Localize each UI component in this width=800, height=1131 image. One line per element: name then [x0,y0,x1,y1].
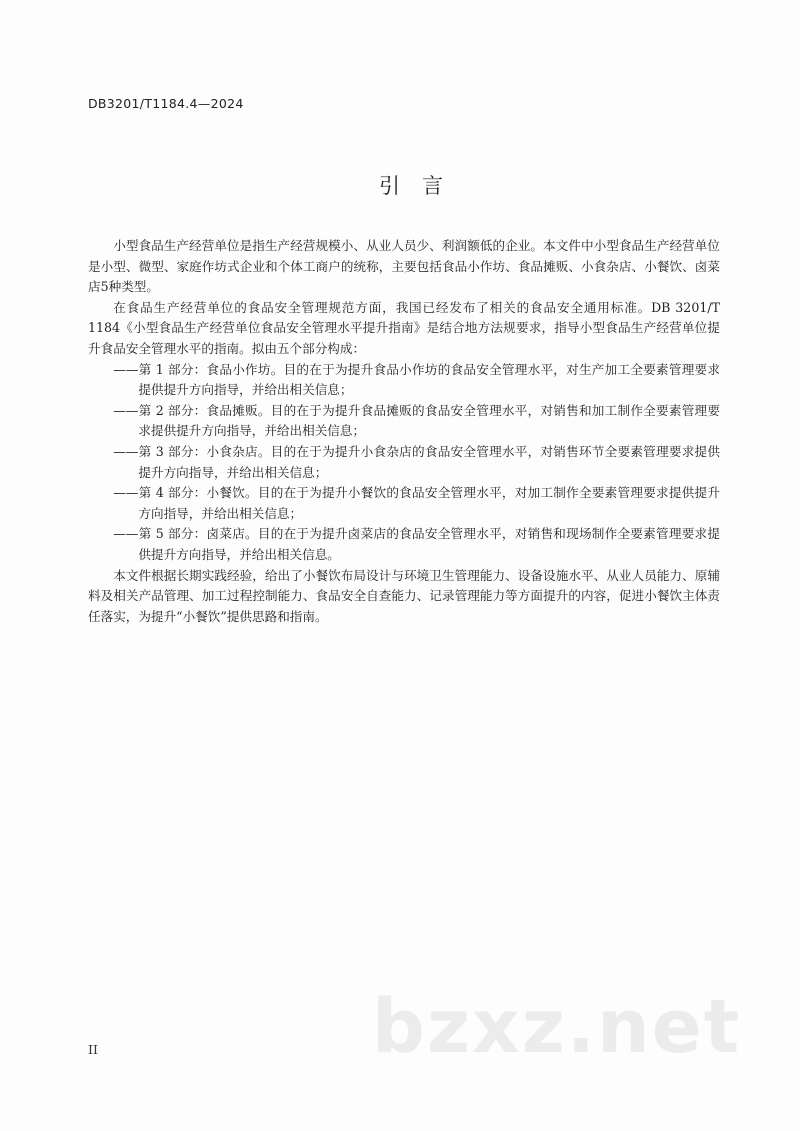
closing-paragraph: 本文件根据长期实践经验，给出了小餐饮布局设计与环境卫生管理能力、设备设施水平、从业人员能力、原辅料及相关产品管理、加工过程控制能力、食品安全自查能力、记录管理能力等方面提升的内容，促进小餐饮主体责任落实，为提升“小餐饮”提供思路和指南。 [88,567,720,624]
section-body [88,236,720,627]
part-item-2: ——第 2 部分：食品摊贩。目的在于为提升食品摊贩的食品安全管理水平，对销售和加工制作全要素管理要求提供提升方向指导，并给出相关信息； [113,402,720,439]
part-item-3: ——第 3 部分：小食杂店。目的在于为提升小食杂店的食品安全管理水平，对销售环节全要素管理要求提供提升方向指导，并给出相关信息； [113,443,720,480]
intro-paragraph-1: 小型食品生产经营单位是指生产经营规模小、从业人员少、利润额低的企业。本文件中小型食品生产经营单位是小型、微型、家庭作坊式企业和个体工商户的统称，主要包括食品小作坊、食品摊贩、小食杂店、小餐饮、卤菜店5种类型。 [88,238,720,295]
document-code: DB3201/T1184.4—2024 [88,96,244,111]
part-item-1: ——第 1 部分：食品小作坊。目的在于为提升食品小作坊的食品安全管理水平，对生产加工全要素管理要求提供提升方向指导，并给出相关信息； [113,361,720,398]
part-item-4: ——第 4 部分：小餐饮。目的在于为提升小餐饮的食品安全管理水平，对加工制作全要素管理要求提供提升方向指导，并给出相关信息； [113,485,720,521]
section-title: 引言 [379,174,465,198]
page-number: II [88,1042,98,1057]
part-item-5: ——第 5 部分：卤菜店。目的在于为提升卤菜店的食品安全管理水平，对销售和现场制作全要素管理要求提供提升方向指导，并给出相关信息。 [113,526,720,562]
intro-paragraph-2: 在食品生产经营单位的食品安全管理规范方面，我国已经发布了相关的食品安全通用标准。DB 3201/T 1184《小型食品生产经营单位食品安全管理水平提升指南》是结合地方法规要求，指导小型食品生产经营单位提升食品安全管理水平的指南。拟由五个部分构成： [88,299,720,356]
watermark-logo: bzxz.net [372,984,742,1070]
